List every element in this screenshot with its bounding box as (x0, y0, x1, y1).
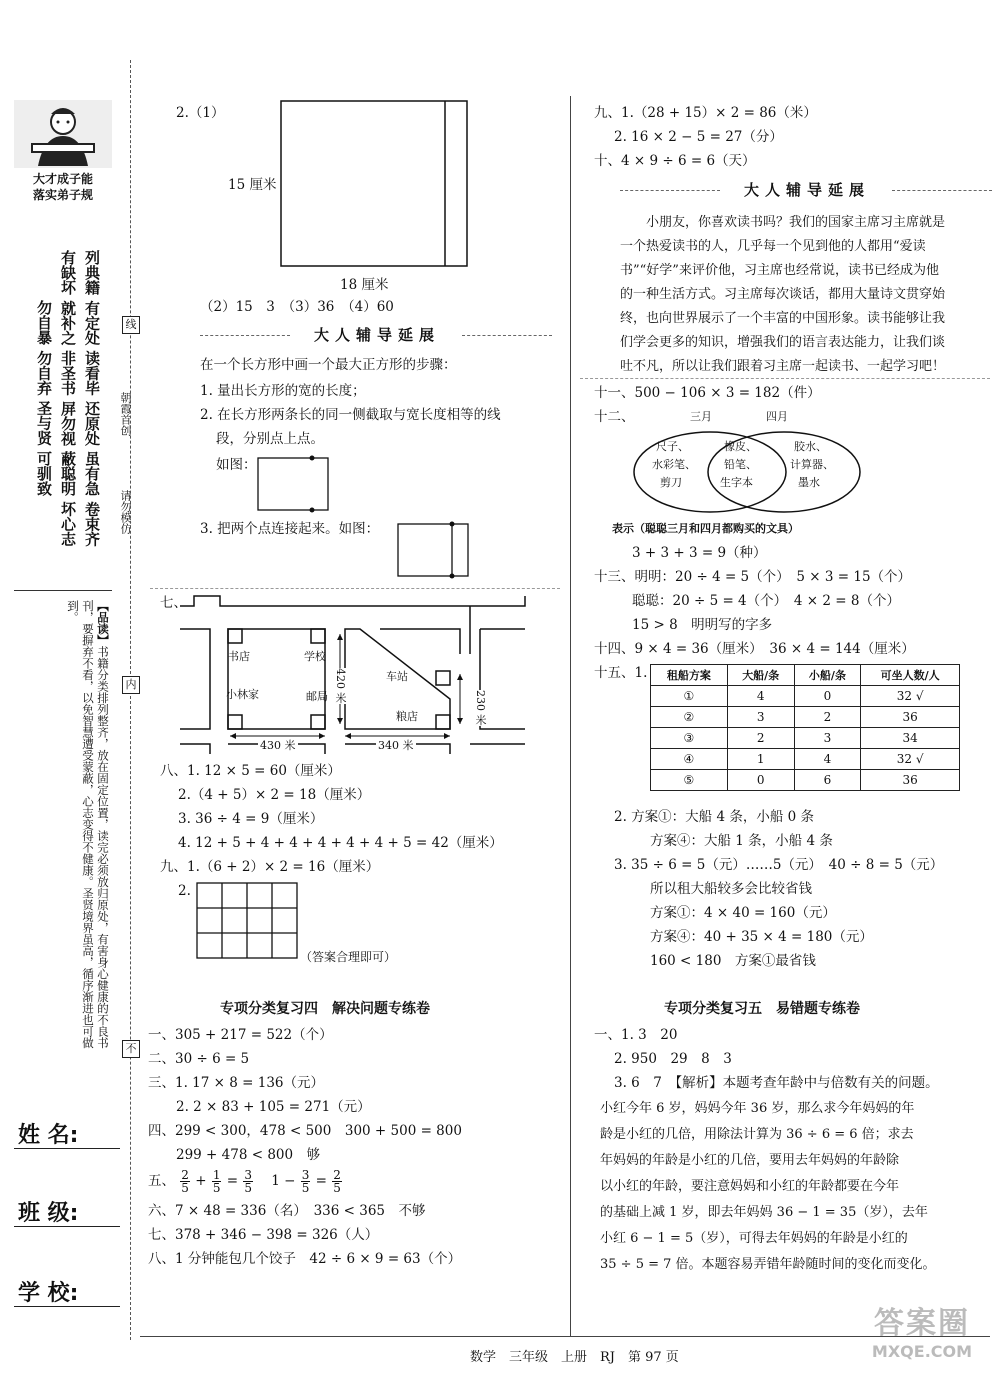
map-distance-230: 230 米 (474, 690, 487, 726)
answer-line: 以小红的年龄，要注意妈妈和小红的年龄都要在今年 (600, 1179, 900, 1194)
answer-line: 小红今年 6 岁，妈妈今年 36 岁，那么求今年妈妈的年 (600, 1101, 915, 1116)
grid-figure (196, 882, 298, 960)
answer-line: 4. 12 + 5 + 4 + 4 + 4 + 4 + 4 + 5 = 42（厘米） (178, 835, 503, 851)
answer-line: 三、1. 17 × 8 = 136（元） (148, 1075, 324, 1091)
answer-line: 十四、9 × 4 = 36（厘米） 36 × 4 = 144（厘米） (594, 641, 915, 657)
answer-line: 年妈妈的年龄是小红的几倍，要用去年妈妈的年龄除 (600, 1153, 900, 1168)
class-label: 班 级: (18, 1201, 79, 1226)
venn-right-item: 胶水、 (794, 440, 827, 453)
table-cell: 4 (794, 749, 861, 770)
venn-caption: 表示（聪聪三月和四月都购买的文具） (612, 522, 799, 535)
answer-line: 3. 35 ÷ 6 = 5（元）……5（元） 40 ÷ 8 = 5（元） (614, 857, 944, 873)
column-divider (570, 96, 571, 1336)
extend-text: 终，也向世界展示了一个丰富的中国形象。读书能够让我 (620, 311, 946, 326)
table-row (651, 770, 960, 791)
answer-line: 299 + 478 < 800 够 (176, 1147, 321, 1163)
name-label: 姓 名: (18, 1123, 79, 1148)
answer-line: 九、1.（6 + 2）× 2 = 16（厘米） (160, 859, 380, 875)
answer-line: 所以租大船较多会比较省钱 (650, 881, 812, 897)
notice-2: 请勿模仿 (119, 490, 132, 534)
map-distance-340: 340 米 (378, 739, 414, 752)
venn-right-item: 计算器、 (790, 458, 834, 471)
answer-line: 35 ÷ 5 = 7 倍。本题容易弄错年龄随时间的变化而变化。 (600, 1257, 936, 1272)
table-row (651, 686, 960, 707)
answer-line: 聪聪：20 ÷ 5 = 4（个） 4 × 2 = 8（个） (632, 593, 900, 609)
answer-line: 十五、1. (594, 665, 648, 681)
answer-note: （答案合理即可） (300, 950, 397, 964)
answer-line: 方案④：大船 1 条，小船 4 条 (650, 833, 833, 849)
extend-text: 3. 把两个点连接起来。如图： (200, 521, 380, 537)
answer-line: 2. 2 × 83 + 105 = 271（元） (176, 1099, 371, 1115)
watermark-url: MXQE.COM (871, 1342, 973, 1361)
name-field[interactable] (14, 1148, 120, 1149)
venn-label-april: 四月 (766, 410, 788, 423)
step-figure-2 (396, 520, 472, 580)
sidebar-motto-2: 落实弟子规 (32, 188, 93, 202)
step-figure-1 (256, 454, 332, 514)
map-label-station: 车站 (386, 670, 408, 683)
extend-text: 1. 量出长方形的宽的长度； (200, 383, 366, 399)
venn-mid-item: 生字本 (720, 476, 753, 489)
answer-line: （2）15 3 （3）36 （4）60 (200, 299, 394, 315)
answer-line: 2. 16 × 2 − 5 = 27（分） (614, 129, 783, 145)
class-field[interactable] (14, 1226, 120, 1227)
table-header-row (651, 665, 960, 686)
divider (150, 588, 560, 589)
divider (462, 335, 552, 336)
sidebar-verse-column: 勿自暴 勿自弃 圣与贤 可驯致 (35, 300, 53, 496)
table-header-cell: 租船方案 (651, 665, 728, 686)
extend-text: 们学会更多的知识，增强我们的语言表达能力，让我们谈 (620, 335, 946, 350)
table-cell: 6 (794, 770, 861, 791)
cut-line-char: 不 (122, 1040, 140, 1058)
review4-title: 专项分类复习四 解决问题专练卷 (220, 1001, 430, 1017)
answer-line: 的基础上减 1 岁，即去年妈妈 36 − 1 = 35（岁），去年 (600, 1205, 928, 1220)
table-cell: 4 (727, 686, 794, 707)
map-label-school: 学校 (304, 650, 326, 663)
answer-line: 3. 6 7 【解析】本题考查年龄中与倍数有关的问题。 (614, 1075, 939, 1091)
table-cell: 1 (727, 749, 794, 770)
watermark (852, 1298, 992, 1378)
venn-label-march: 三月 (690, 410, 712, 423)
table-header-cell: 大船/条 (727, 665, 794, 686)
page-footer: 数学 三年级 上册 RJ 第 97 页 (470, 1350, 679, 1365)
rect-height-label: 15 厘米 (228, 177, 277, 193)
answer-line: 160 < 180 方案①最省钱 (650, 953, 816, 969)
map-distance-430: 430 米 (260, 739, 296, 752)
venn-left-item: 尺子、 (656, 440, 689, 453)
venn-left-item: 水彩笔、 (652, 458, 696, 471)
table-cell: 0 (794, 686, 861, 707)
school-label: 学 校: (18, 1281, 79, 1306)
venn-left-item: 剪刀 (660, 476, 682, 489)
table-cell: 2 (794, 707, 861, 728)
divider (200, 335, 290, 336)
map-label-bookstore: 书店 (228, 650, 250, 663)
fraction-line: 五、 $\frac{2}{5}$ + $\frac{1}{5}$ = $\frac{3}{5}$ 1 − $\frac{3}{5}$ = $\frac{2}{5}$ (148, 1168, 341, 1195)
answer-line: 3 + 3 + 3 = 9（种） (632, 545, 767, 561)
extend-text: 在一个长方形中画一个最大正方形的步骤： (200, 357, 457, 373)
extend-text: 的一种生活方式。习主席每次谈话，都用大量诗文贯穿始 (620, 287, 946, 302)
answer-line: 15 > 8 明明写的字多 (632, 617, 773, 633)
answer-line: 七、 (160, 595, 187, 611)
school-field[interactable] (14, 1306, 120, 1307)
answer-line: 一、1. 3 20 (594, 1027, 678, 1043)
answer-line: 六、7 × 48 = 336（名） 336 < 365 不够 (148, 1203, 426, 1219)
rectangle-figure (280, 100, 470, 270)
map-distance-420: 420 米 (334, 668, 347, 704)
sidebar-verse-column: 有缺坏 就补之 非圣书 屏勿视 蔽聪明 坏心志 (59, 249, 77, 547)
answer-line: 九、1.（28 + 15）× 2 = 86（米） (594, 105, 817, 121)
table-row (651, 749, 960, 770)
notice-1: 朝霞首创 (119, 392, 132, 436)
answer-line: 方案④：40 + 35 × 4 = 180（元） (650, 929, 873, 945)
venn-mid-item: 铅笔、 (724, 458, 757, 471)
answer-line: 2. 方案①：大船 4 条，小船 0 条 (614, 809, 815, 825)
extend-heading: 大人辅导延展 (743, 181, 870, 199)
extend-text: 书”“好学”来评价他，习主席也经常说，读书已经成为他 (620, 263, 939, 278)
answer-line: 一、305 + 217 = 522（个） (148, 1027, 333, 1043)
table-cell: 32 √ (861, 686, 960, 707)
extend-text: 吐不凡，所以让我们跟着习主席一起读书、一起学习吧！ (620, 359, 946, 374)
cut-line (130, 60, 131, 1340)
cut-line-char: 线 (122, 316, 140, 334)
map-label-post: 邮局 (306, 690, 328, 703)
answer-line: 小红 6 − 1 = 5（岁），可得去年妈妈的年龄是小红的 (600, 1231, 908, 1246)
answer-line: 2. (178, 883, 191, 899)
extend-text: 小朋友，你喜欢读书吗？我们的国家主席习主席就是 (646, 215, 946, 230)
extend-text: 如图： (216, 457, 257, 473)
answer-line: 十、4 × 9 ÷ 6 = 6（天） (594, 153, 756, 169)
divider (892, 190, 992, 191)
table-cell: 36 (861, 770, 960, 791)
boat-plan-table (650, 664, 960, 791)
table-row (651, 728, 960, 749)
table-cell: ② (651, 707, 728, 728)
venn-mid-item: 橡皮、 (724, 440, 757, 453)
extend-text: 2. 在长方形两条长的同一侧截取与宽长度相等的线 (200, 407, 501, 423)
table-cell: ③ (651, 728, 728, 749)
answer-line: 八、1. 12 × 5 = 60（厘米） (160, 763, 341, 779)
table-cell: 36 (861, 707, 960, 728)
extend-text: 段，分别点上点。 (216, 431, 324, 447)
table-row (651, 707, 960, 728)
answer-line: 二、30 ÷ 6 = 5 (148, 1051, 250, 1067)
answer-line: 3. 36 ÷ 4 = 9（厘米） (178, 811, 324, 827)
scholar-illustration (14, 100, 112, 168)
table-cell: 3 (727, 707, 794, 728)
answer-line: 2.（1） (176, 105, 225, 121)
map-label-xiaolin: 小林家 (226, 688, 259, 701)
table-cell: ⑤ (651, 770, 728, 791)
sidebar-motto-1: 大才成子能 (32, 172, 93, 186)
rect-width-label: 18 厘米 (340, 277, 389, 293)
answer-line: 十二、 (594, 409, 635, 425)
table-cell: 3 (794, 728, 861, 749)
table-cell: ④ (651, 749, 728, 770)
sidebar-verse-column: 列典籍 有定处 读看毕 还原处 虽有急 卷束齐 (83, 249, 101, 547)
review5-title: 专项分类复习五 易错题专练卷 (664, 1001, 860, 1017)
sidebar-divider (14, 590, 112, 591)
table-cell: 0 (727, 770, 794, 791)
watermark-logo: 答案圈 (874, 1306, 970, 1341)
table-cell: 34 (861, 728, 960, 749)
reading-text: 【品读】书籍分类排列整齐，放在固定位置，读完必须放归原处，有害身心健康的不良书刊，要摒弃不看，以免智慧遭受蒙蔽，心志变得不健康。圣贤境界虽高，循序渐进也可做到。 (66, 600, 110, 1049)
answer-line: 2.（4 + 5）× 2 = 18（厘米） (178, 787, 371, 803)
table-cell: ① (651, 686, 728, 707)
venn-right-item: 墨水 (798, 476, 820, 489)
extend-text: 一个热爱读书的人，几乎每一个见到他的人都用“爱读 (620, 239, 926, 254)
answer-line: 十三、明明：20 ÷ 4 = 5（个） 5 × 3 = 15（个） (594, 569, 912, 585)
table-header-cell: 可坐人数/人 (861, 665, 960, 686)
answer-line: 八、1 分钟能包几个饺子 42 ÷ 6 × 9 = 63（个） (148, 1251, 462, 1267)
table-cell: 2 (727, 728, 794, 749)
answer-line: 十一、500 − 106 × 3 = 182（件） (594, 385, 821, 401)
cut-line-char: 内 (122, 676, 140, 694)
map-label-grocery: 粮店 (396, 710, 418, 723)
answer-line: 七、378 + 346 − 398 = 326（人） (148, 1227, 379, 1243)
table-header-cell: 小船/条 (794, 665, 861, 686)
answer-line: 方案①：4 × 40 = 160（元） (650, 905, 836, 921)
divider (620, 190, 720, 191)
answer-line: 四、299 < 300，478 < 500 300 + 500 = 800 (148, 1123, 462, 1139)
answer-line: 龄是小红的几倍，用除法计算为 36 ÷ 6 = 6 倍；求去 (600, 1127, 914, 1142)
table-cell: 32 √ (861, 749, 960, 770)
answer-line: 2. 950 29 8 3 (614, 1051, 732, 1067)
street-map (180, 594, 540, 754)
extend-heading: 大人辅导延展 (313, 326, 440, 344)
divider (580, 378, 990, 379)
